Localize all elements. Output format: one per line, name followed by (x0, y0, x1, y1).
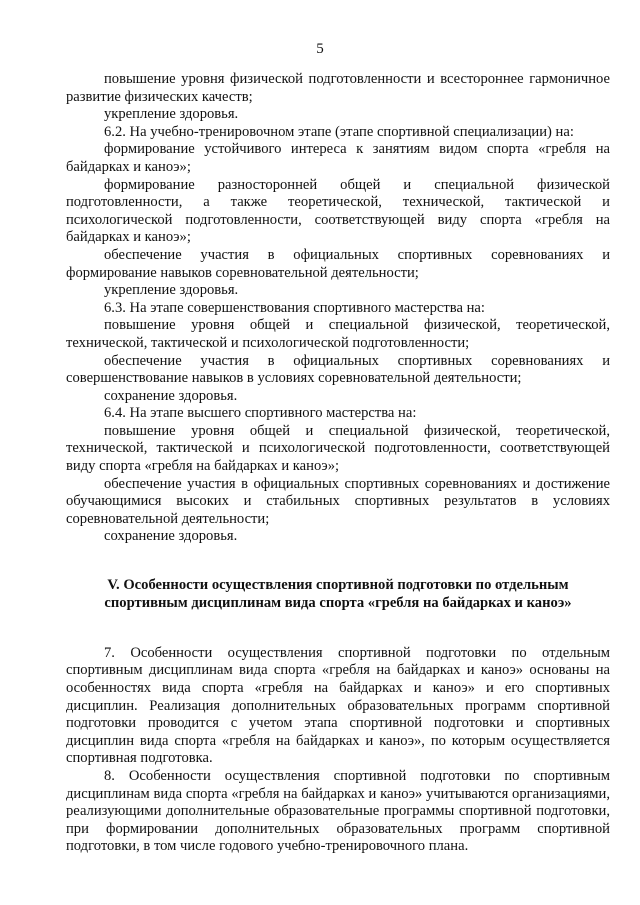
paragraph: 6.2. На учебно-тренировочном этапе (этапе спортивной специализации) на: (104, 123, 574, 140)
document-body (66, 71, 610, 856)
paragraph: формирование устойчивого интереса к занятиям видом спорта «гребля на байдарках и каноэ»; (66, 141, 610, 175)
paragraph: обеспечение участия в официальных спортивных соревнованиях и формирование навыков соревновательной деятельности; (66, 246, 610, 281)
paragraph: формирование разносторонней общей и специальной физической подготовленности, а также теоретической, технической, тактической и психологической подготовленности, соответствующей виду спорта «гребля на байдарках и каноэ»; (66, 176, 610, 246)
page-number: 5 (316, 41, 324, 57)
section-heading: V. Особенности осуществления спортивной подготовки по отдельным спортивным дисциплинам вида спорта «гребля на байдарках и каноэ» (104, 577, 572, 612)
paragraph: 6.3. На этапе совершенствования спортивного мастерства на: (104, 299, 485, 316)
paragraph: 7. Особенности осуществления спортивной подготовки по отдельным спортивным дисциплинам вида спорта «гребля на байдарках и каноэ» основаны на особенностях вида спорта «гребля на байдарках и каноэ» и его спортивных дисциплин. Реализация дополнительных образовательных программ спортивной подготовки проводится с учетом этапа спортивной подготовки и спортивных дисциплин вида спорта «гребля на байдарках и каноэ», по которым осуществляется спортивная подготовка. (66, 644, 610, 767)
paragraph: 8. Особенности осуществления спортивной подготовки по спортивным дисциплинам вида спорта «гребля на байдарках и каноэ» учитываются организациями, реализующими дополнительные образовательные программы спортивной подготовки, при формировании дополнительных образовательных программ спортивной подготовки, в том числе годового учебно-тренировочного плана. (66, 768, 610, 855)
paragraph: повышение уровня физической подготовленности и всестороннее гармоничное развитие физических качеств; (66, 71, 610, 105)
paragraph: обеспечение участия в официальных спортивных соревнованиях и достижение обучающимися высоких и стабильных спортивных результатов в условиях соревновательной деятельности; (66, 475, 610, 527)
paragraph: 6.4. На этапе высшего спортивного мастерства на: (104, 405, 417, 422)
paragraph: сохранение здоровья. (104, 528, 238, 545)
paragraph: повышение уровня общей и специальной физической, теоретической, технической, тактической и психологической подготовленности, соответствующей виду спорта «гребля на байдарках и каноэ»; (66, 422, 610, 475)
paragraph: повышение уровня общей и специальной физической, теоретической, технической, тактической и психологической подготовленности; (66, 317, 610, 351)
paragraph: укрепление здоровья. (104, 106, 239, 123)
paragraph: обеспечение участия в официальных спортивных соревнованиях и совершенствование навыков в условиях соревновательной деятельности; (66, 352, 610, 387)
paragraph: сохранение здоровья. (104, 387, 238, 404)
paragraph: укрепление здоровья. (104, 282, 239, 299)
